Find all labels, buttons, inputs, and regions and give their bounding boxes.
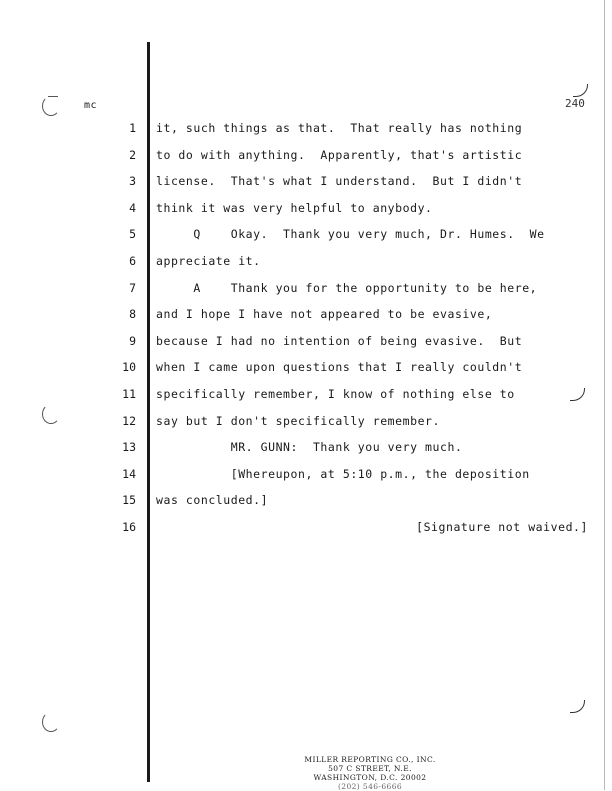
- line-number: 9: [129, 333, 136, 348]
- line-text: [Whereupon, at 5:10 p.m., the deposition: [156, 466, 530, 481]
- binder-hole-top-tick: [48, 96, 58, 97]
- line-number: 7: [129, 280, 136, 295]
- line-number: 15: [122, 493, 136, 508]
- line-text: and I hope I have not appeared to be evasive,: [156, 307, 493, 322]
- transcript-line: [0, 121, 612, 141]
- line-text: think it was very helpful to anybody.: [156, 200, 433, 215]
- transcript-line: [0, 520, 612, 540]
- line-number: 5: [129, 227, 136, 242]
- line-number: 12: [122, 413, 136, 428]
- transcript-line: [0, 227, 612, 247]
- line-text: Q Okay. Thank you very much, Dr. Humes. We: [156, 227, 545, 242]
- footer-company: MILLER REPORTING CO., INC.: [304, 755, 436, 764]
- footer-city: WASHINGTON, D.C. 20002: [313, 773, 427, 782]
- line-number: 4: [129, 200, 136, 215]
- line-number: 1: [129, 121, 136, 135]
- line-text: [Signature not waived.]: [416, 520, 588, 534]
- line-number: 3: [129, 174, 136, 189]
- line-number: 6: [129, 254, 136, 268]
- transcript-line: [0, 387, 612, 407]
- transcript-line: [0, 174, 612, 194]
- line-number: 10: [122, 360, 136, 375]
- binder-hole-bottom-mark: [42, 712, 60, 732]
- line-number: 11: [122, 387, 136, 401]
- line-text: specifically remember, I know of nothing else to: [156, 387, 515, 401]
- line-text: license. That's what I understand. But I didn't: [156, 174, 523, 189]
- line-number: 13: [122, 440, 136, 455]
- transcript-line: [0, 307, 612, 327]
- reporter-footer: [250, 755, 490, 791]
- transcript-line: [0, 440, 612, 460]
- line-number: 14: [122, 466, 136, 481]
- line-text: MR. GUNN: Thank you very much.: [156, 440, 463, 455]
- transcript-line: [0, 201, 612, 221]
- transcript-line: [0, 414, 612, 434]
- page-number: 240: [565, 97, 585, 110]
- line-text: when I came upon questions that I really couldn't: [156, 360, 523, 375]
- transcript-line: [0, 467, 612, 487]
- scan-mark-bottom: [570, 700, 585, 713]
- footer-street: 507 C STREET, N.E.: [328, 764, 412, 773]
- line-text: say but I don't specifically remember.: [156, 413, 440, 428]
- transcript-line: [0, 493, 612, 513]
- transcript-line: [0, 360, 612, 380]
- line-number: 2: [129, 147, 136, 162]
- binder-hole-top-mark: [42, 96, 60, 116]
- transcript-line: [0, 281, 612, 301]
- footer-phone: (202) 546-6666: [337, 782, 403, 791]
- line-text: because I had no intention of being evasive. But: [156, 333, 523, 348]
- reporter-initials: mc: [84, 100, 98, 111]
- line-number: 8: [129, 307, 136, 322]
- line-text: to do with anything. Apparently, that's artistic: [156, 147, 523, 162]
- line-number: 16: [122, 520, 136, 534]
- line-text: A Thank you for the opportunity to be here,: [156, 280, 538, 295]
- scan-mark-top: [573, 84, 588, 97]
- transcript-line: [0, 254, 612, 274]
- line-text: was concluded.]: [156, 493, 269, 508]
- transcript-line: [0, 148, 612, 168]
- transcript-line: [0, 334, 612, 354]
- line-text: it, such things as that. That really has nothing: [156, 121, 523, 135]
- line-text: appreciate it.: [156, 254, 261, 268]
